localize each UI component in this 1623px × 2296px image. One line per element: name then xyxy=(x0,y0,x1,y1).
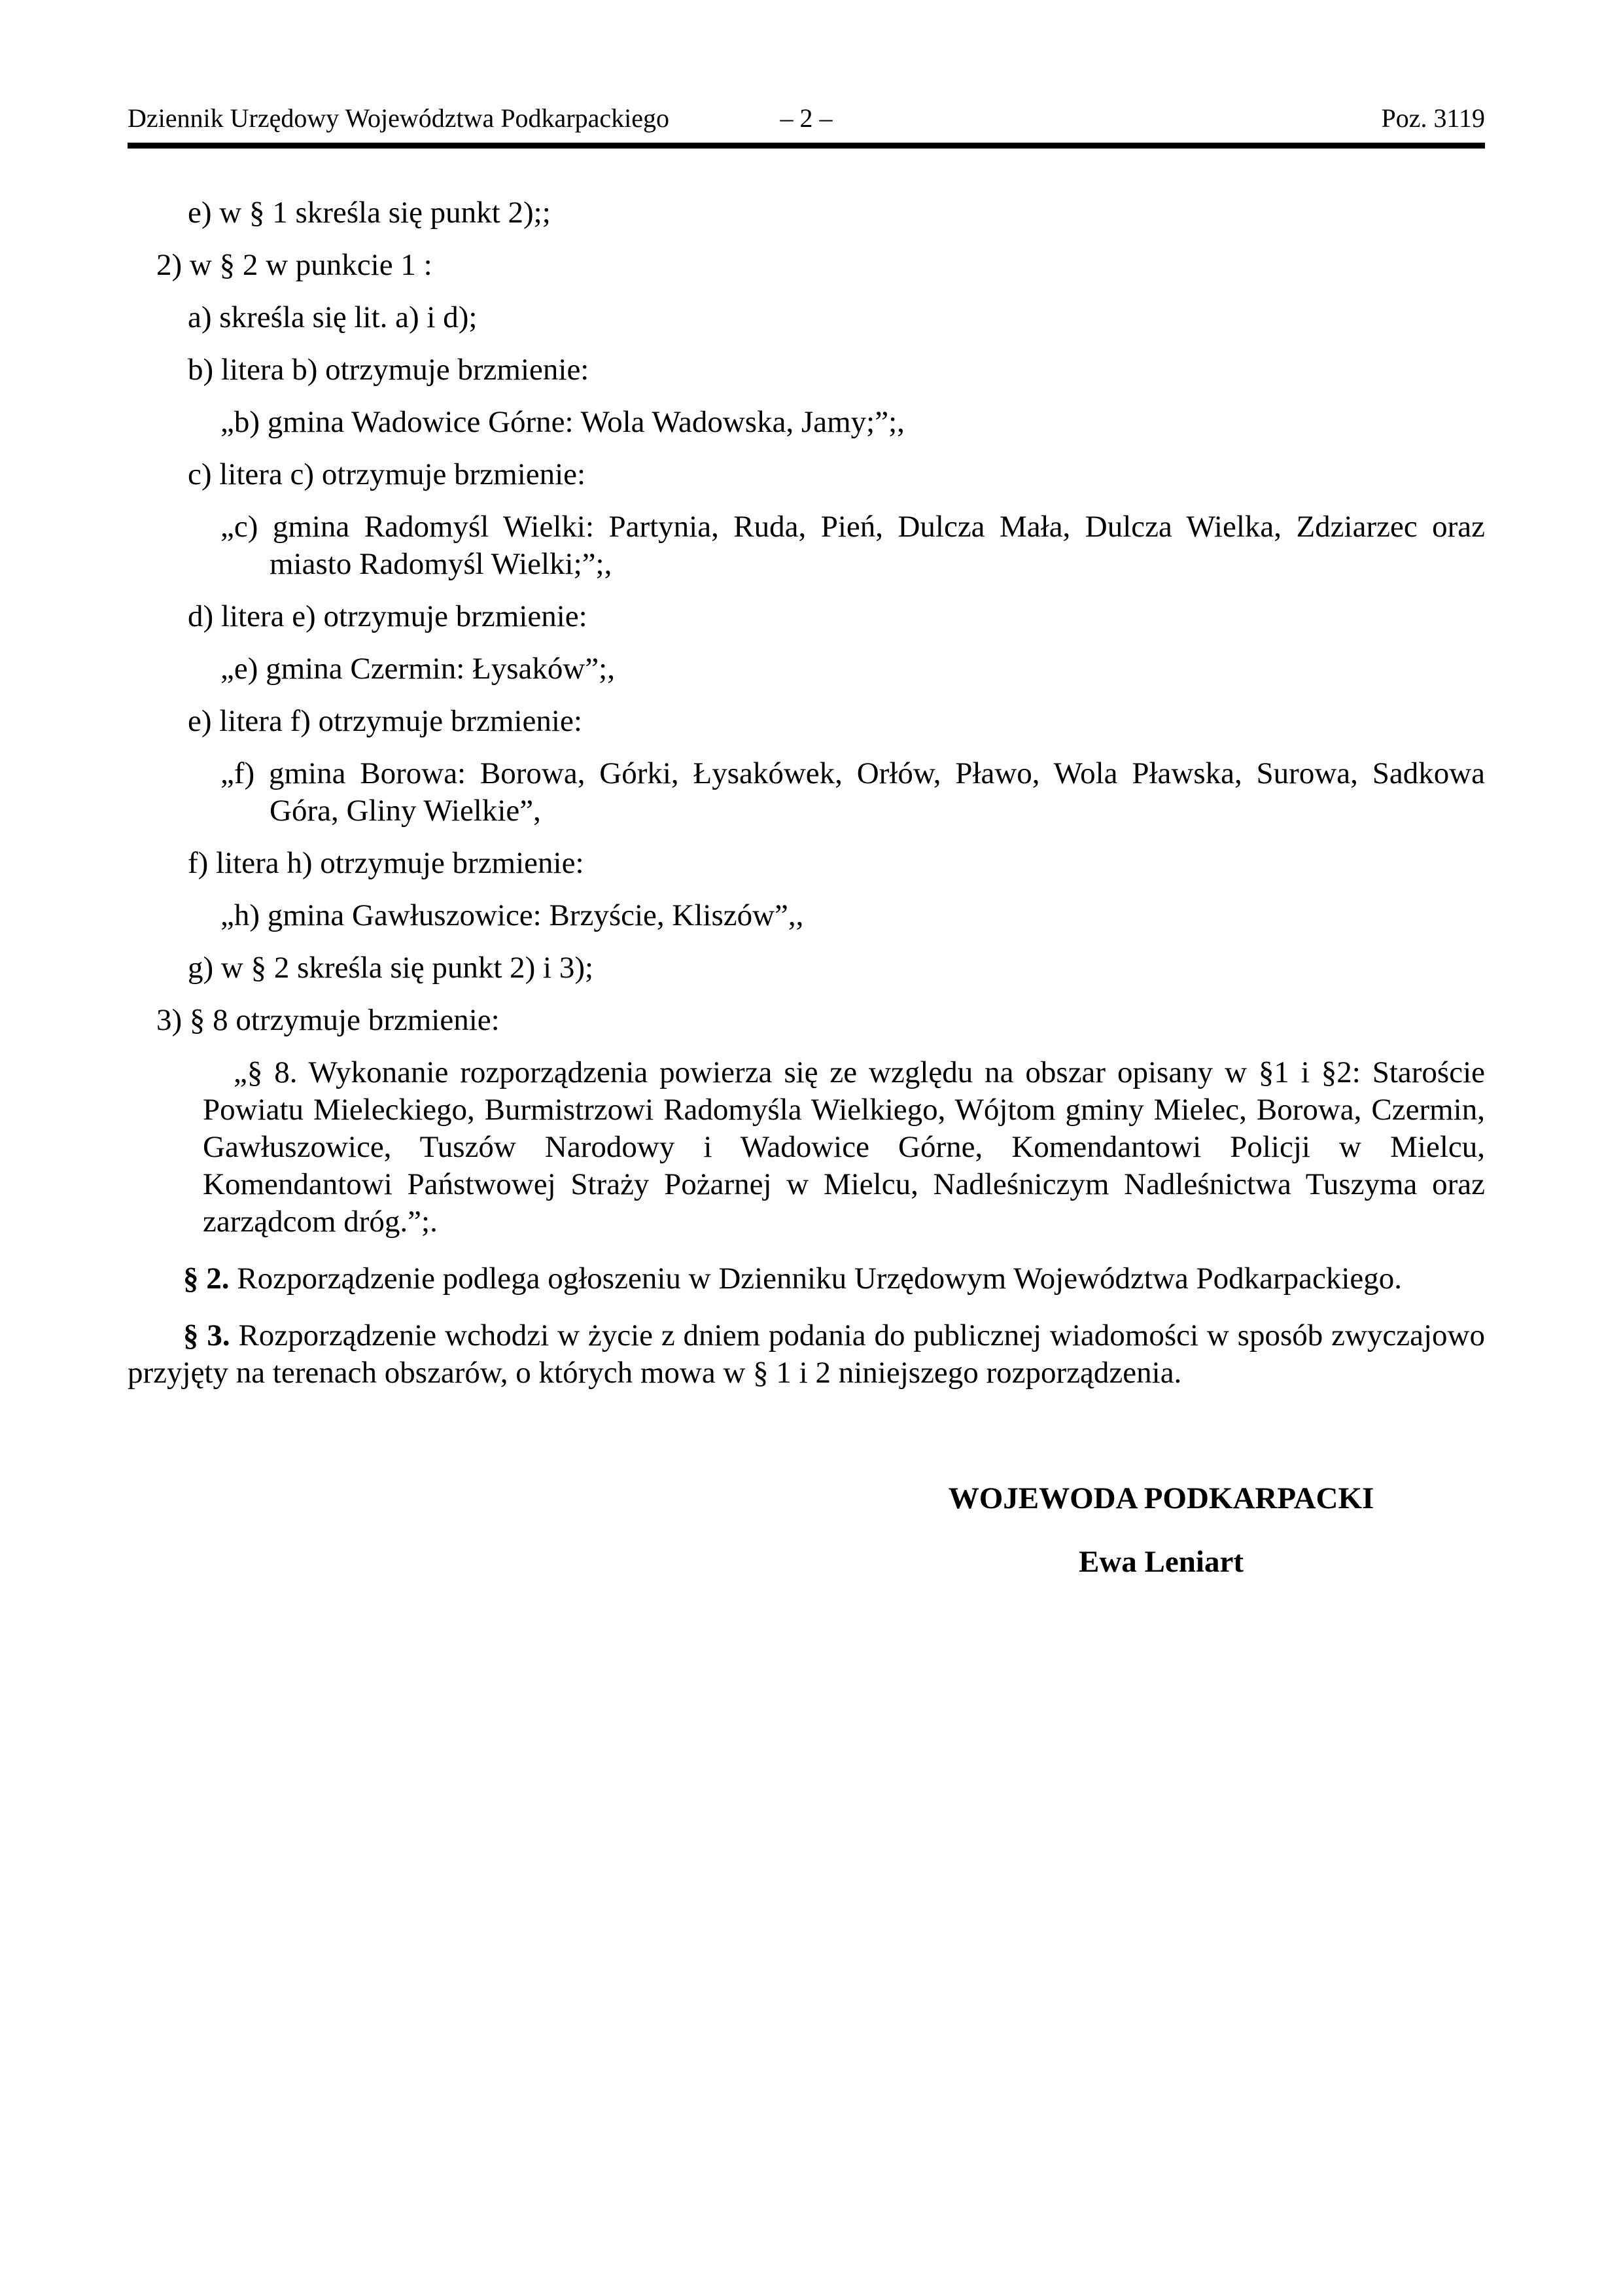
section-2-label: § 2. xyxy=(183,1262,230,1296)
signature-name: Ewa Leniart xyxy=(1079,1545,1244,1579)
section-3 xyxy=(128,1317,1485,1392)
list-item: e) w § 1 skreśla się punkt 2);; xyxy=(188,196,551,230)
signature-title: WOJEWODA PODKARPACKI xyxy=(948,1481,1374,1515)
quoted-paragraph: „§ 8. Wykonanie rozporządzenia powierza się ze względu na obszar opisany w §1 i §2: Staroście Powiatu Mieleckiego, Burmistrzowi Radomyśla Wielkiego, Wójtom gminy Mielec, Borowa, Czermin, Gawłuszowice, Tuszów Narodowy i Wadowice Górne, Komendantowi Policji w Mielcu, Komendantowi Państwowej Straży Pożarnej w Mielcu, Nadleśniczym Nadleśnictwa Tuszyma oraz zarządcom dróg.”;. xyxy=(203,1055,1485,1239)
list-item: a) skreśla się lit. a) i d); xyxy=(188,300,478,334)
header-rule xyxy=(128,143,1485,149)
list-item: g) w § 2 skreśla się punkt 2) i 3); xyxy=(188,951,594,985)
list-item: b) litera b) otrzymuje brzmienie: xyxy=(188,353,589,387)
list-item: „h) gmina Gawłuszowice: Brzyście, Kliszów”,, xyxy=(220,898,804,932)
section-3-text: Rozporządzenie wchodzi w życie z dniem podania do publicznej wiadomości w sposób zwyczajowo przyjęty na terenach obszarów, o których mowa w § 1 i 2 niniejszego rozporządzenia. xyxy=(128,1318,1485,1390)
list-item: „f) gmina Borowa: Borowa, Górki, Łysakówek, Orłów, Pławo, Wola Pławska, Surowa, Sadkowa Góra, Gliny Wielkie”, xyxy=(220,756,1485,828)
list-item: 2) w § 2 w punkcie 1 : xyxy=(156,248,432,282)
list-item: „e) gmina Czermin: Łysaków”;, xyxy=(220,652,615,686)
signature-block xyxy=(850,1480,1472,1581)
list-item: c) litera c) otrzymuje brzmienie: xyxy=(188,457,586,491)
document-body xyxy=(128,194,1485,1581)
page-header xyxy=(128,103,1485,133)
position-number: Poz. 3119 xyxy=(1381,103,1485,133)
list-item: d) litera e) otrzymuje brzmienie: xyxy=(188,599,587,633)
list-item: f) litera h) otrzymuje brzmienie: xyxy=(188,846,584,880)
list-item: 3) § 8 otrzymuje brzmienie: xyxy=(156,1003,500,1037)
journal-title: Dziennik Urzędowy Województwa Podkarpackiego xyxy=(128,103,670,133)
section-2 xyxy=(128,1260,1485,1298)
section-3-label: § 3. xyxy=(183,1318,230,1352)
list-item: „b) gmina Wadowice Górne: Wola Wadowska, Jamy;”;, xyxy=(220,405,905,439)
page-number: – 2 – xyxy=(780,103,833,133)
list-item: e) litera f) otrzymuje brzmienie: xyxy=(188,704,582,738)
list-item: „c) gmina Radomyśl Wielki: Partynia, Ruda, Pień, Dulcza Mała, Dulcza Wielka, Zdziarzec oraz miasto Radomyśl Wielki;”;, xyxy=(220,510,1485,581)
section-2-text: Rozporządzenie podlega ogłoszeniu w Dzienniku Urzędowym Województwa Podkarpackiego. xyxy=(237,1262,1403,1296)
